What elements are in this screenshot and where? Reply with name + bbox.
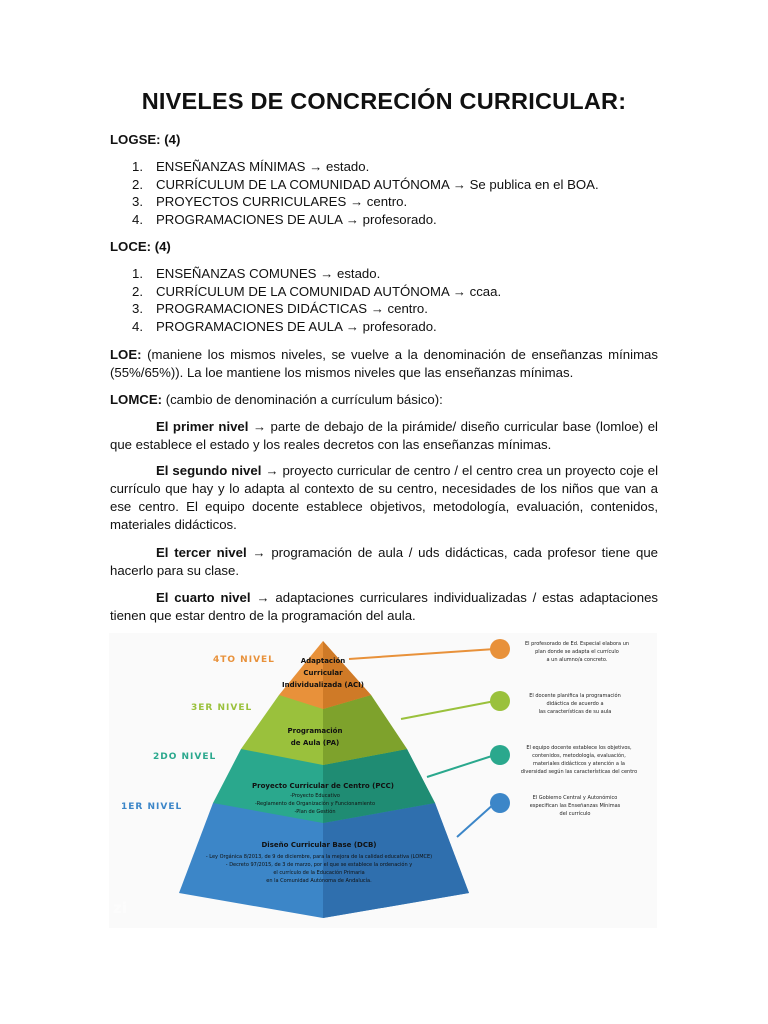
list-item: 2. CURRÍCULUM DE LA COMUNIDAD AUTÓNOMA → Se publica en el BOA.	[132, 176, 599, 192]
list-item: 4. PROGRAMACIONES DE AULA → profesorado.	[132, 211, 437, 227]
loce-list	[110, 265, 670, 335]
pyramid-infographic	[109, 633, 657, 928]
callout-dot-3	[490, 691, 510, 711]
callout-2-line-4: diversidad según las características del centro	[520, 769, 638, 775]
callout-dot-4	[490, 639, 510, 659]
level-tag-4: 4TO NIVEL	[213, 655, 275, 665]
list-item: 1. ENSEÑANZAS COMUNES → estado.	[132, 266, 381, 281]
pyramid-svg	[109, 633, 657, 928]
level-3-text-1: Programación	[287, 727, 343, 735]
callout-1-line-1: El Gobierno Central y Autonómico	[532, 795, 618, 801]
connector-2	[427, 755, 495, 777]
logse-list	[110, 158, 670, 228]
level-tag-2: 2DO NIVEL	[153, 752, 217, 762]
level-1-sub-1: - Ley Orgánica 8/2013, de 9 de diciembre, para la mejora de la calidad educativa (LOMCE)	[205, 854, 433, 860]
page-title: NIVELES DE CONCRECIÓN CURRICULAR:	[141, 88, 627, 114]
logse-heading: LOGSE: (4)	[110, 132, 181, 147]
level-tag-1: 1ER NIVEL	[121, 802, 183, 812]
pyramid-level-1-shade	[323, 803, 469, 918]
level-1-text-1: Diseño Curricular Base (DCB)	[261, 841, 377, 849]
level-2-sub-1: -Proyecto Educativo	[290, 793, 340, 799]
level-4-text-1: Adaptación	[300, 657, 346, 665]
list-item: 1. ENSEÑANZAS MÍNIMAS → estado.	[132, 159, 370, 174]
nivel-paragraph-3: El tercer nivel → programación de aula / uds didácticas, cada profesor tiene que hacerlo para su clase.	[110, 545, 659, 578]
nivel-paragraph-4: El cuarto nivel → adaptaciones curriculares individualizadas / estas adaptaciones tienen que estar dentro de la programación del aula.	[110, 590, 658, 623]
level-2-text-1: Proyecto Curricular de Centro (PCC)	[252, 782, 394, 790]
level-1-sub-3: el currículo de la Educación Primaria	[273, 870, 365, 876]
callout-3-line-1: El docente planifica la programación	[529, 693, 621, 699]
level-2-sub-2: -Reglamento de Organización y Funcionamiento	[254, 801, 376, 807]
level-4-text-3: Individualizada (ACI)	[281, 681, 365, 689]
nivel-paragraph-1: El primer nivel → parte de debajo de la pirámide/ diseño curricular base (lomloe) el que establece el estado y los reales decretos con las enseñanzas mínimas.	[110, 419, 658, 452]
level-tag-3: 3ER NIVEL	[191, 703, 253, 713]
callout-2-line-1: El equipo docente establece los objetivos,	[526, 745, 632, 751]
connector-1	[457, 803, 495, 837]
loe-paragraph: LOE: (maniene los mismos niveles, se vuelve a la denominación de enseñanzas mínimas (55%/65%)). La loe mantiene los mismos niveles que las enseñanzas mínimas.	[110, 347, 658, 380]
loce-heading: LOCE: (4)	[110, 239, 171, 254]
level-1-sub-2: - Decreto 97/2015, de 3 de marzo, por el que se establece la ordenación y	[225, 862, 413, 868]
list-item: 4. PROGRAMACIONES DE AULA → profesorado.	[132, 318, 437, 334]
callout-dot-1	[490, 793, 510, 813]
nivel-paragraph-2: El segundo nivel → proyecto curricular de centro / el centro crea un proyecto coje el currículo que hay y lo adapta al contexto de su centro, necesidades de los niños que van a ese centro. El equipo docente establece objetivos, metodología, evaluación, contenidos, materiales didácticos.	[110, 463, 658, 532]
level-2-sub-3: -Plan de Gestión	[294, 809, 336, 815]
callout-4-line-2: plan donde se adapta el currículo	[535, 649, 619, 655]
callout-4-line-1: El profesorado de Ed. Especial elabora un	[524, 641, 630, 647]
callout-dot-2	[490, 745, 510, 765]
list-item: 2. CURRÍCULUM DE LA COMUNIDAD AUTÓNOMA → ccaa.	[132, 283, 502, 299]
connector-3	[401, 701, 495, 719]
callout-2-line-2: contenidos, metodología, evaluación,	[532, 753, 626, 759]
level-4-text-2: Curricular	[303, 669, 343, 677]
callout-1-line-2: especifican las Enseñanzas Mínimas	[529, 803, 621, 809]
connector-4	[349, 649, 495, 659]
lomce-paragraph: LOMCE: (cambio de denominación a currículum básico):	[110, 392, 443, 407]
list-item: 3. PROGRAMACIONES DIDÁCTICAS → centro.	[132, 301, 428, 316]
watermark-logo: zi	[113, 899, 127, 917]
list-item: 3. PROYECTOS CURRICULARES → centro.	[132, 194, 408, 209]
callout-3-line-2: didáctica de acuerdo a	[546, 701, 604, 707]
callout-4-line-3: a un alumno/a concreto.	[546, 657, 608, 663]
level-1-sub-4: en la Comunidad Autónoma de Andalucía.	[266, 878, 372, 884]
callout-1-line-3: del currículo	[559, 811, 591, 817]
callout-3-line-3: las características de su aula	[538, 709, 612, 715]
level-3-text-2: de Aula (PA)	[290, 739, 340, 747]
callout-2-line-3: materiales didácticos y atención a la	[533, 761, 625, 767]
